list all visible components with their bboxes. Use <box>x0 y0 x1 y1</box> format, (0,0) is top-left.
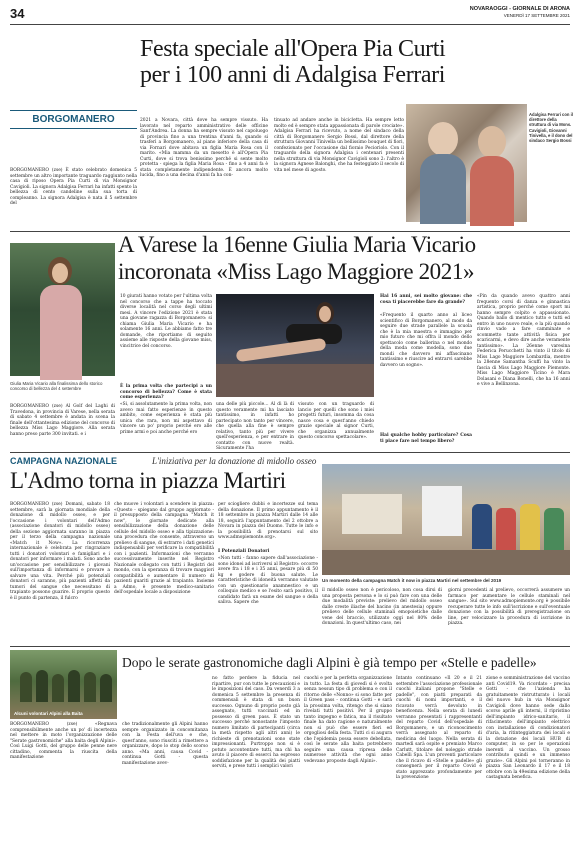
rule-3 <box>10 646 570 647</box>
story3-col4: il midollo osseo non è pericoloso, non cosa dirsi di una proposta persona e lo si può fare con una delle due modalità previste: prelievo del midollo osseo dalle creste iliache del bacino (in anestesia) oppure prelievo delle cellule staminali emopoietiche dalle vene del braccio, utilizzato oggi nel 80% delle donazioni. In quest'ultimo caso, nei <box>322 588 442 626</box>
story4-col4: cuochi e per la perfetta organizzazione in tutto. La festa di giovedì si è svolta senza nessun tipo di problema e con il ritorno delle «Nonno» si sono fatte per il Green pass - continua Gotti - e sarà la prossima volta, ritengo che si siano rivelati tutti positivi. Per il gruppo tanto impegno e fatica, ma il risultato finale ha dato ragione e naturalmente non si può che essere fieri ed orgogliosi della festa. Tutti ci si augura che l'epidemia possa essere debellata, così le serate alla baita potrebbero seguire una causa ripresa delle numerose attività che ogni anno vedevano proposte dagli Alpini». <box>304 676 392 764</box>
story2-col4: vissuto con un traguardo di lancio per quelli che sono i miei progetti futuri, insomma da cosa nasce cosa e quest'anno chiedo grazie speciale al signor Curti, che organizza annualmente questo concorso spettacolare». <box>298 402 374 440</box>
story2-q2: Hai 16 anni, sei molto giovane: che cosa ti piacerebbe fare da grande? <box>380 294 472 305</box>
story4-col1: BORGOMANERO (zse) «Regnava comprensibilmente anche un po' di incertezza nel mettere in moto l'organizzazione delle "Serate gastronomiche" alla baita degli Alpini». Così Luigi Gotti, del gruppo delle penne nere cittadino, commenta la riuscita della manifestazione <box>10 722 117 760</box>
story4-col6: zione e somministrazione del vaccino anti Covid19. Va ricordato - precisa Gotti - che l'azienda ha gratuitamente ristrutturato i locali del nuovo hub in via Monsignor Cavigioli dove hanno sede dallo scorso aprile gli interni, il ripristino dell'impianto idrico-sanitario, il rifacimento dell'impianto elettrico con installazione di condizionatori d'aria, la ritinteggiatura dei locali e la dotazione dei locali HUB di computer, in so per le operazioni inerenti al vaccino. Un grosso contributo quindi e un immenso grazie». Gli Alpini poi torneranno in piazza San Leonardo il 17 e il 18 ottobre con la 49esima edizione della castagnata benefica. <box>486 676 570 780</box>
story2-q1: È la prima volta che partecipi a un concorso di bellezza? Come è stata come esperienza? <box>120 384 212 400</box>
story4-photo-caption: Alcuni volontari Alpini alla Baita <box>14 711 83 716</box>
story3-col3: per sciogliere dubbi e incertezze sul tema della donazione. Il primo appuntamento è il 18 settembre in piazza Martiri dalle 14 alle 18, seguirà l'appuntamento del 2 ottobre a Novara in piazza del Duomo. Tutte le info e la possibilità di prenotarsi sul sito www.admopiemonte.org». <box>218 502 318 540</box>
story1-caption: Adalgisa Ferrari con il direttore della struttura di via Mons. Cavigioli, Giovanni Tinivella, e il dono del sindaco Sergio Bossi <box>529 112 573 144</box>
issue-date: VENERDÌ 17 SETTEMBRE 2021 <box>503 13 570 18</box>
campaign-label: CAMPAGNA NAZIONALE <box>10 456 117 466</box>
story1-col1: BORGOMANERO (zse) È stato celebrato domenica 5 settembre un altro importante traguardo raggiunto nella casa di riposo Opera Pia Curti di via Monsignor Cavigioli. La signora Adalgisa Ferrari ha infatti spento la bellezza di cento candeline sulla sua torta di compleanno. La signora Adalgisa è nata il 5 settembre del <box>10 168 137 206</box>
story4-col3: no fatto perdere la fiducia nel ripartire, pur con tutte le precauzioni e le imposizioni del caso. Da venerdì 3 a domenica 5 settembre la presenza di commensali è stata di un buon successo. Ognuno di proprio posto già assegnato, tutti vaccinati ed in possesso di green pass. È stato un successo perché nonostante l'imposto numero limitato di partecipanti (circa la metà rispetto agli altri anni) le richieste di prenotazioni sono state impressionanti. Purtroppo non si è potuto accontentare tutti, ma chi ha avuto il piacere di esserci ha espresso soddisfazione per la qualità dei piatti serviti, e prese tutti i semplici valori <box>212 676 300 769</box>
story4-photo <box>10 650 117 719</box>
story3-col1: BORGOMANERO (zse) Domani, sabato 18 settembre, sarà la giornata mondiale della donazione di midollo osseo, e per l'occasione i volontari dell'Admo (associazione donatori di midollo osseo) della sezione aggiornata saranno in piazza per il terzo della campagna nazionale «Match it Now». La ricorrenza internazionale è celebrata per ringraziare tutti i donatori volontari e famigliari e i donatori per informare i malati. Sono anche un'occasione per sensibilizzare i giovani sull'importanza di informarsi e provare a salvare una vita. Perché più potenziali donatori ci saranno, più pazienti affetti da tumori del sangue che necessitano di trapianto possono guarire. E proprio questo è il punto di partenza, il fulcro <box>10 502 110 601</box>
paper-name: NOVARAOGGI - GIORNALE DI ARONA <box>469 6 570 12</box>
story4-col5: Intanto continuano «Il 20 e il 21 settembre l'associazione professionale cuochi italiani propone "Stelle e padelle", con piatti preparati da cuochi di nomi importanti, e il ricavato verrà devoluto in beneficenza. Nella serata di lunedì verranno presentati i rappresentanti del reparto Covid dell'ospedale di Borgomanero, e un riconoscimento verrà assegnato al reparto di medicina del luogo. Nella serata di martedì sarà ospite e premiato Marco Carlutt, titolare del noleggio strade Cabelli Spa. L'un proventi particolare che il ricavo di «Stelle e padelle» gli consegnerà per il reparto Covid è stato apprezzato profondamente per la prevenzione <box>396 676 482 780</box>
story3-col2: che muove i volontari a scendere in piazza: «Questo - spiegano dal gruppo aggiornato - il presupposto della campagna "Match it now", le giornate dedicate alla sensibilizzazione della donazione delle cellule del midollo osseo e alla tipizzazione: una procedura che consente, attraverso un prelievo di sangue, di estrarre i dati genetici indispensabili per verificare la compatibilità con i pazienti. Informazioni che verranno successivamente inserite nel Registro Nazionale collegato con tutti i Registri del mondo, con la speranza di trovare maggiori compatibilità e aumentare il numero di pazienti guariti grazie al trapianto. Insieme a Admo, è presente medico-sanitario dell'ospedale locale a disposizione <box>114 502 214 595</box>
story1-col3: tinuato ad andare anche in bicicletta. Ha sempre letto molto ed è sempre stata appassionata di parole crociate». Adalgisa Ferrari ha ricevuto, a nome del sindaco della città di Borgomanero Sergio Bossi, dal direttore della struttura Giovanni Tinivella un bellissimo bouquet di fiori, confezionato per l'occasione dal fioraio Pecioriolo. Con il traguardo della signora Adalgisa i centenari presenti nella struttura di via Monsignor Cavigioli sono 2: l'altro è la signora Agnese Balonghi, che ha festeggiato il secolo di vita nel mese di agosto. <box>274 118 404 173</box>
story2-photo-left <box>10 243 115 376</box>
story1-photo <box>406 104 527 222</box>
story2-col3: una delle più piccole... Al di là di questo veramente mi ha lasciato tantissimo, in infatti ho partecipato non tanto per vincere, che quella alla fine è sempre relativo, tanto più per vivere quell'esperienza, e per entrare in contatto con nuove realtà. Sicuramente l'ha <box>216 402 294 451</box>
story3-title: L'Admo torna in piazza Martiri <box>10 468 286 493</box>
rule-2 <box>10 452 570 453</box>
campaign-kicker: L'iniziativa per la donazione di midollo osseo <box>152 456 317 466</box>
story2-photo-caption: Giulia Maria Vicario alla finalissima dello storico concorso di bellezza del 4 settembre <box>10 381 103 392</box>
story3-photo-caption: Un momento della campagna Match it now in piazza Martiri nel settembre del 2019 <box>322 578 502 583</box>
story1-title-line1: Festa speciale all'Opera Pia Curti <box>140 36 446 62</box>
story3-photo <box>322 464 570 575</box>
story1-col2: 2021 a Novara, città dove ha sempre vissuto. Ha lavorato nel reparto amministrativo delle officine Sant'Andrea. La donna ha sempre vissuto nel capoluogo di provincia fino a una trentina d'anni fa, quando si trasferì a Borgomanero, al piano inferiore della casa di via Fornari dove abitava un figlia Maria Rosa con il marito. «Mia mamma da un mesetto è all'Opera Pia Curti, dove si trova benissimo perché si sente molto protetta - spiega la figlia Maria Rosa - fino a 4 anni fa è stata completamente indipendente. È ancora molto lucida, fino a una decina d'anni fa ha con- <box>140 118 268 178</box>
story2-col2a: 10 giurati hanno votato per l'ultima volta nel concorso che a tappe ha toccato diverse località nel corso degli ultimi mesi. A vincere l'edizione 2021 è stata una giovane ragazza di Borgomanero: si chiama Giulia Maria Vicario e ha solamente 16 anni. Le abbiamo fatto tre domande, che riportiamo di seguito assieme alle risposte della giovane miss, vincitrice del concorso. <box>120 294 212 349</box>
story2-photo-main <box>216 294 374 397</box>
story2-title-line2: incoronata «Miss Lago Maggiore 2021» <box>118 259 475 284</box>
story3-col5: giorni precedenti al prelievo, occorrerà assumere un farmaco per aumentare le cellule staminali nel sangue». Sul sito www.admopiemonte.org è possibile recuperare tutte le info sull'iscrizione e sull'eventuale donazione con la possibilità di preregistrazione on line, per velocizzare la procedura di iscrizione in piazza. <box>448 588 570 626</box>
story3-col3b: «Non tutti - fanno sapere dall'associazione - sono idonei ad iscriversi al Registro: occorre avere fra i 18 e i 35 anni, pesare più di 50 kg e godere di buona salute. Le caratteristiche di idoneità verranno valutate con un questionario anamnestico e un colloquio medico e se l'esito sarà positivo, il candidato farà un esame del sangue o della saliva. Sapere che <box>218 556 318 605</box>
story3-subhead: I Potenziali Donatori <box>218 549 270 554</box>
section-label <box>10 110 137 129</box>
story2-title-line1: A Varese la 16enne Giulia Maria Vicario <box>118 232 476 257</box>
story4-col2: che tradizionalmente gli Alpini hanno sempre organizzato in concomitanza con la Festa dell'uva e che, quest'anno, sono riusciti a rimettere a organizzare, dopo lo stop dello scorso anno. «Ma anni, causa Covid - continua Gotti - questa manifestazione avev- <box>122 722 208 766</box>
header-rule <box>10 24 570 25</box>
story4-title: Dopo le serate gastronomiche dagli Alpini è già tempo per «Stelle e padelle» <box>122 655 537 670</box>
story1-title-line2: per i 100 anni di Adalgisa Ferrari <box>140 62 445 88</box>
section-label-text: BORGOMANERO <box>32 114 115 125</box>
story2-col5: «Frequento il quarto anno al liceo scientifico di Borgomanero, al modo da seguire due strade parallele la scuola che è la mia maestra e immagino per mio futuro che mi offra il mondo dello spettacolo come ballerina o nel mondo della moda come modella, sono due mondi che davvero mi affascinano tantissimo e riuscire ad entrarvi sarebbe davvero un sogno». <box>380 313 472 368</box>
story2-q3: Hai qualche hobby particolare? Cosa ti piace fare nel tempo libero? <box>380 433 472 444</box>
story2-col2b: «Si, si assolutamente la prima volta, non avevo mai fatto esperienze in questo ambito, come esperienza è stata più unica che rara, non mi aspettavo di vincere un po' proprio perché ero alle prime armi e poi anche perché ero <box>120 402 212 435</box>
story2-col1: BORGOMANERO (zse) Al Golf del Laghi di Travedona, in provincia di Varese, nella serata di sabato 4 settembre è andata in scena la finale dell'ottantesima edizione del concorso di bellezza Miss Lago Maggiore. Alla serata hanno preso parte 300 invitati. e i <box>10 404 115 437</box>
page-number: 34 <box>10 6 25 21</box>
story2-col6: «Pin da quando avevo quattro anni frequento corsi di danza e ginnastica artistica, proprio perché come sport mi hanno sempre colpito e appassionato. Quando ballo di mentico tutto e tutti ed entro in uno nuovo reale, e la più quando rinvio vado a fare camminate e scommetto tante attività fisica per scaricarmi, e devo dire anche veramente tantissimo». La 26enne varesina Federica Perucchetti ha vinto il titolo di Miss Lago Maggiore Lombardia, mentre la 28enne Samantha Scuffi ha vinto la fascia di Miss Lago Maggiore Piemonte. Miss Lago Maggiore Ticino è Mara Dolasani e Diana Bonelli, che ha 16 anni e vive a Bellinzona. <box>477 294 570 387</box>
